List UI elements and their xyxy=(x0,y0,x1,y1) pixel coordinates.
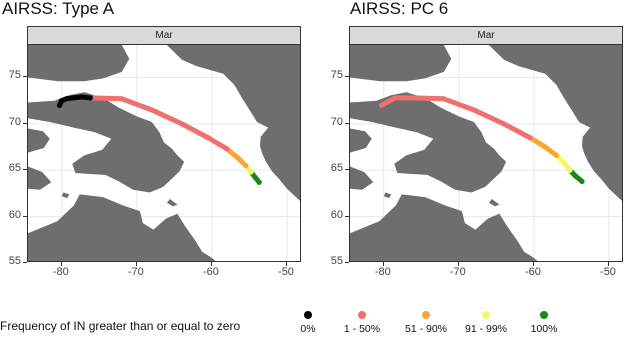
track-segment xyxy=(504,124,530,138)
land-polygon xyxy=(384,193,392,199)
track-point xyxy=(57,103,62,108)
track-point xyxy=(243,163,248,168)
y-tick-label: 60 xyxy=(330,208,343,221)
track-point xyxy=(379,103,384,108)
track-point xyxy=(70,95,75,100)
track-point xyxy=(248,169,253,174)
facet-strip: Mar xyxy=(27,26,301,45)
legend-label: 51 - 90% xyxy=(404,323,448,335)
map-canvas xyxy=(28,45,301,262)
track-point xyxy=(149,107,154,112)
y-tick-mark xyxy=(345,76,349,77)
y-tick-label: 55 xyxy=(8,255,21,267)
y-tick-label: 55 xyxy=(330,255,343,267)
y-tick-label: 65 xyxy=(8,162,21,175)
land-polygon xyxy=(350,92,506,192)
y-tick-label: 75 xyxy=(8,69,21,82)
x-tick-mark xyxy=(286,262,287,266)
track-segment xyxy=(414,98,444,99)
track-segment xyxy=(90,98,122,99)
legend-swatch xyxy=(422,311,430,319)
land-polygon xyxy=(489,199,500,206)
track-point xyxy=(471,107,476,112)
y-tick-mark xyxy=(23,76,27,77)
legend-item-4 xyxy=(509,311,579,337)
track-point xyxy=(543,144,548,149)
track-point xyxy=(573,173,578,178)
track-segment xyxy=(182,124,208,138)
land-polygon xyxy=(28,45,129,81)
track-point xyxy=(554,153,559,158)
x-tick-mark xyxy=(533,262,534,266)
y-tick-label: 75 xyxy=(330,69,343,82)
x-tick-label: -60 xyxy=(524,266,541,278)
legend-item-1 xyxy=(327,311,397,337)
x-tick-label: -70 xyxy=(449,266,466,278)
track-point xyxy=(411,95,416,100)
x-tick-mark xyxy=(61,262,62,266)
panel-title: AIRSS: PC 6 xyxy=(350,0,449,18)
x-tick-label: -50 xyxy=(278,266,294,278)
x-tick-mark xyxy=(211,262,212,266)
track-point xyxy=(579,179,584,184)
x-tick-mark xyxy=(136,262,137,266)
track-point xyxy=(88,95,93,100)
track-point xyxy=(561,160,566,165)
x-tick-mark xyxy=(608,262,609,266)
track-point xyxy=(79,94,84,99)
legend-label: 100% xyxy=(530,323,558,335)
track-point xyxy=(441,96,446,101)
land-polygon xyxy=(28,129,50,153)
track-segment xyxy=(152,110,182,124)
legend-label: 91 - 99% xyxy=(464,323,508,335)
panel-title: AIRSS: Type A xyxy=(2,0,115,18)
track-point xyxy=(392,95,397,100)
y-tick-mark xyxy=(345,262,349,263)
track-point xyxy=(567,168,572,173)
land-polygon xyxy=(350,129,372,153)
x-tick-label: -50 xyxy=(600,266,616,278)
legend-label: 1 - 50% xyxy=(343,323,381,335)
x-tick-label: -80 xyxy=(374,266,391,278)
legend-label: 0% xyxy=(300,323,316,335)
track-point xyxy=(257,180,262,185)
track-point xyxy=(119,96,124,101)
land-polygon xyxy=(62,193,70,199)
track-point xyxy=(501,121,506,126)
track-point xyxy=(179,121,184,126)
track-point xyxy=(253,175,258,180)
y-tick-mark xyxy=(23,262,27,263)
land-polygon xyxy=(28,92,184,192)
track-segment xyxy=(530,138,545,147)
track-segment xyxy=(208,138,227,149)
y-tick-mark xyxy=(23,123,27,124)
x-tick-label: -80 xyxy=(52,266,69,278)
x-tick-mark xyxy=(383,262,384,266)
facet-strip: Mar xyxy=(349,26,623,45)
y-tick-label: 60 xyxy=(8,208,21,221)
land-polygon xyxy=(350,194,540,262)
y-tick-mark xyxy=(345,216,349,217)
legend-swatch xyxy=(304,311,312,319)
land-polygon xyxy=(350,45,451,81)
track-point xyxy=(224,146,229,151)
legend xyxy=(0,311,632,337)
map-panel-pc6 xyxy=(322,0,627,285)
y-tick-label: 65 xyxy=(330,162,343,175)
x-tick-label: -70 xyxy=(127,266,144,278)
y-tick-mark xyxy=(23,169,27,170)
track-point xyxy=(206,135,211,140)
track-point xyxy=(236,156,241,161)
map-plot xyxy=(349,44,623,262)
legend-title: Frequency of IN greater than or equal to zero xyxy=(0,319,241,333)
map-canvas xyxy=(350,45,623,262)
x-tick-label: -60 xyxy=(202,266,219,278)
track-point xyxy=(528,135,533,140)
legend-swatch xyxy=(540,311,548,319)
map-plot xyxy=(27,44,301,262)
land-polygon xyxy=(28,194,218,262)
track-segment xyxy=(474,110,504,124)
track-point xyxy=(64,96,69,101)
land-polygon xyxy=(167,199,178,206)
legend-swatch xyxy=(482,311,490,319)
y-tick-mark xyxy=(345,123,349,124)
y-tick-label: 70 xyxy=(8,115,21,128)
x-tick-mark xyxy=(458,262,459,266)
legend-swatch xyxy=(358,311,366,319)
y-tick-mark xyxy=(345,169,349,170)
track-point xyxy=(59,98,64,103)
y-tick-label: 70 xyxy=(330,115,343,128)
y-tick-mark xyxy=(23,216,27,217)
map-panel-type-a xyxy=(0,0,305,285)
